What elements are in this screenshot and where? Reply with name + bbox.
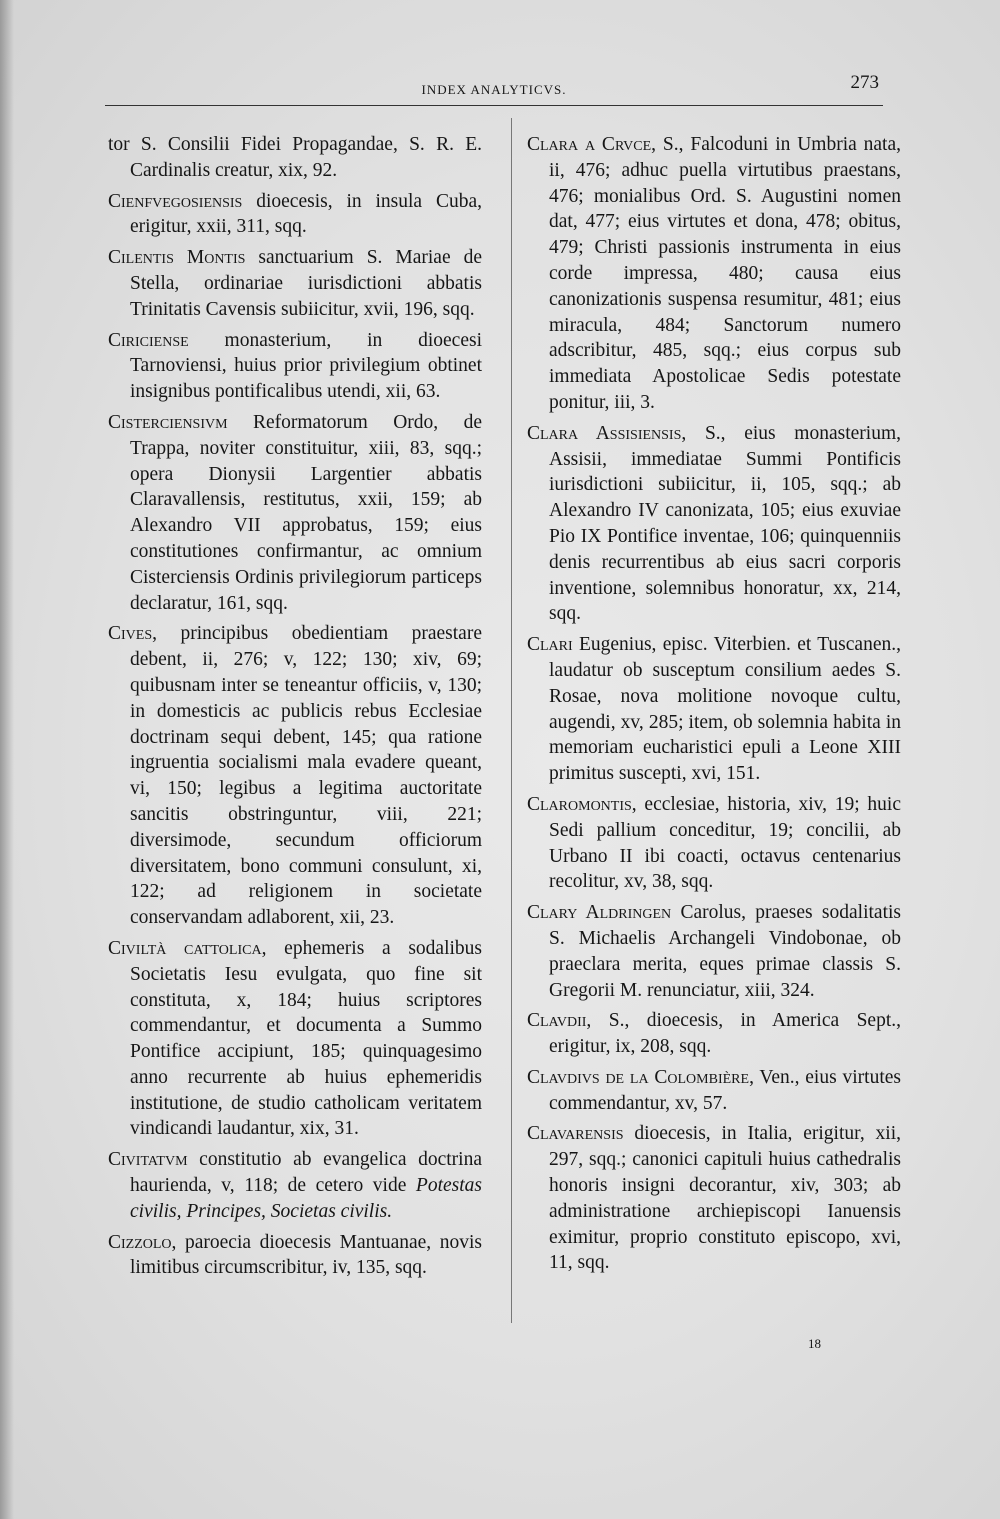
entry-text: , principibus obedientiam praestare debent, ii, 276; v, 122; 130; xiv, 69; quibusnam inter se teneantur officiis, v, 130; in domesticis ac publicis rebus Ecclesiae doctrinam sequi debent, 145; qua ratione ingruentia socialismi mala evadere queant, vi, 150; legibus a legitima auctoritate sancitis obstringuntur, viii, 221; diversimode, secundum officiorum diversitatem, bono communi consulunt, xi, 122; ad religionem in societate conservandam adlaborent, xii, 23. — [130, 623, 482, 929]
index-entry — [108, 328, 482, 405]
entry-text: , S., dioecesis, in America Sept., erigitur, ix, 208, sqq. — [549, 1010, 901, 1058]
page-number: 273 — [850, 72, 879, 93]
entry-text: tor S. Consilii Fidei Propagandae, S. R. E. Cardinalis creatur, xix, 92. — [108, 134, 482, 181]
entry-headword: Clara Assisiensis — [527, 422, 682, 444]
entry-headword: Clari — [527, 634, 573, 656]
entry-text: constitutio ab evangelica doctrina haurienda, v, 118; de cetero vide — [130, 1149, 482, 1197]
index-entry — [108, 245, 482, 322]
page-header — [105, 70, 883, 102]
index-entry — [108, 936, 482, 1142]
index-entry — [527, 900, 901, 1003]
index-entry — [527, 1065, 901, 1117]
entry-text: , ephemeris a sodalibus Societatis Iesu evulgata, quo fine sit constituta, x, 184; huius scriptores commendantur, et documenta a Summo Pontifice accipiunt, 185; quinquagesimo anno recurrente ab huius ephemeridis institutione, de studio catholicam veritatem vindicandi laudantur, xix, 31. — [130, 937, 482, 1140]
entry-text: , S., eius monasterium, Assisii, immediatae Summi Pontificis iurisdictioni subiicitur, ii, 105, sqq.; ab Alexandro IV canonizata, 105; eius exuviae Pio IX Pontifice inventae, 106; quinquenniis denis recurrentibus ab eius sacri corporis inventione, solemnibus honoratur, xx, 214, sqq. — [549, 422, 901, 625]
entry-headword: Ciriciense — [108, 329, 189, 351]
index-entry — [108, 621, 482, 931]
index-entry — [527, 421, 901, 627]
entry-headword: Clavdivs de la Colombière — [527, 1066, 750, 1088]
entry-cross-reference: Potestas civilis, Principes, Societas civilis. — [130, 1175, 482, 1222]
entry-headword: Cienfvegosiensis — [108, 190, 243, 212]
index-entry — [527, 792, 901, 895]
entry-headword: Cizzolo — [108, 1231, 172, 1253]
entry-headword: Clavdii — [527, 1010, 587, 1032]
index-entry — [108, 1230, 482, 1282]
entry-headword: Civitatvm — [108, 1149, 188, 1171]
entry-headword: Cilentis Montis — [108, 247, 246, 269]
entry-text: dioecesis, in Italia, erigitur, xii, 297, sqq.; canonici capituli huius cathedralis honoris insigni decorantur, xiv, 303; ab administratione archiepiscopi Ianuensis eximitur, proprio constituto episcopo, xvi, 11, sqq. — [549, 1123, 901, 1274]
running-title: INDEX ANALYTICVS. — [421, 82, 567, 97]
index-entry — [108, 410, 482, 616]
entry-headword: Claromontis — [527, 793, 632, 815]
index-entry — [527, 132, 901, 416]
index-entry — [108, 1147, 482, 1224]
index-entry — [108, 132, 482, 184]
entry-text: , ecclesiae, historia, xiv, 19; huic Sedi pallium conceditur, 19; concilii, ab Urbano II ibi coacti, octavus centenarius recolitur, xv, 38, sqq. — [549, 793, 901, 893]
printer-signature: 18 — [808, 1336, 821, 1351]
entry-headword: Cisterciensivm — [108, 411, 228, 433]
header-rule — [105, 105, 883, 106]
column-divider — [511, 118, 512, 1323]
index-entry — [527, 1121, 901, 1276]
entry-headword: Cives — [108, 623, 153, 645]
left-column — [108, 132, 482, 1286]
entry-text: monasterium, in dioecesi Tarnoviensi, huius prior privilegium obtinet insignibus pontificalibus utendi, xii, 63. — [130, 329, 482, 403]
binding-shadow — [0, 0, 14, 1519]
index-entry — [108, 189, 482, 241]
entry-text: Carolus, praeses sodalitatis S. Michaelis Archangeli Vindobonae, ob praeclara merita, eques primae classis S. Gregorii M. renunciatur, xiii, 324. — [549, 902, 901, 1001]
entry-headword: Clavarensis — [527, 1123, 624, 1145]
entry-text: dioecesis, in insula Cuba, erigitur, xxii, 311, sqq. — [130, 190, 482, 238]
index-entry — [527, 1008, 901, 1060]
right-column — [527, 132, 901, 1281]
entry-text: Eugenius, episc. Viterbien. et Tuscanen., laudatur ob susceptum consilium aedes S. Rosae, nova molitione novoque cultu, augendi, xv, 285; item, ob solemnia habita in memoriam eucharistici epuli a Leone XIII primitus suscepti, xvi, 151. — [549, 634, 901, 785]
entry-text: , paroecia dioecesis Mantuanae, novis limitibus circumscribitur, iv, 135, sqq. — [130, 1231, 482, 1279]
entry-headword: Civiltà cattolica — [108, 937, 262, 959]
entry-headword: Clary Aldringen — [527, 902, 672, 924]
entry-text: sanctuarium S. Mariae de Stella, ordinariae iurisdictioni abbatis Trinitatis Cavensis subiicitur, xvii, 196, sqq. — [130, 247, 483, 320]
entry-text: Reformatorum Ordo, de Trappa, noviter constituitur, xiii, 83, sqq.; opera Dionysii Largentier abbatis Claravallensis, restitutus, xxii, 159; ab Alexandro VII approbatus, 159; eius constitutiones confirmantur, ac omnium Cisterciensis Ordinis privilegiorum particeps declaratur, 161, sqq. — [130, 411, 482, 614]
entry-text: , S., Falcoduni in Umbria nata, ii, 476; adhuc puella virtutibus praestans, 476; monialibus Ord. S. Augustini nomen dat, 477; eius virtutes et dona, 478; obitus, 479; Christi passionis instrumenta in eius corde impressa, 480; causa eius canonizationis suspensa resumitur, 481; eius miracula, 484; Sanctorum numero adscribitur, 485, sqq.; eius corpus sub immediata Apostolicae Sedis potestate ponitur, iii, 3. — [549, 134, 901, 413]
index-entry — [527, 632, 901, 787]
entry-text: , Ven., eius virtutes commendantur, xv, 57. — [549, 1066, 901, 1114]
entry-headword: Clara a Crvce — [527, 134, 652, 155]
